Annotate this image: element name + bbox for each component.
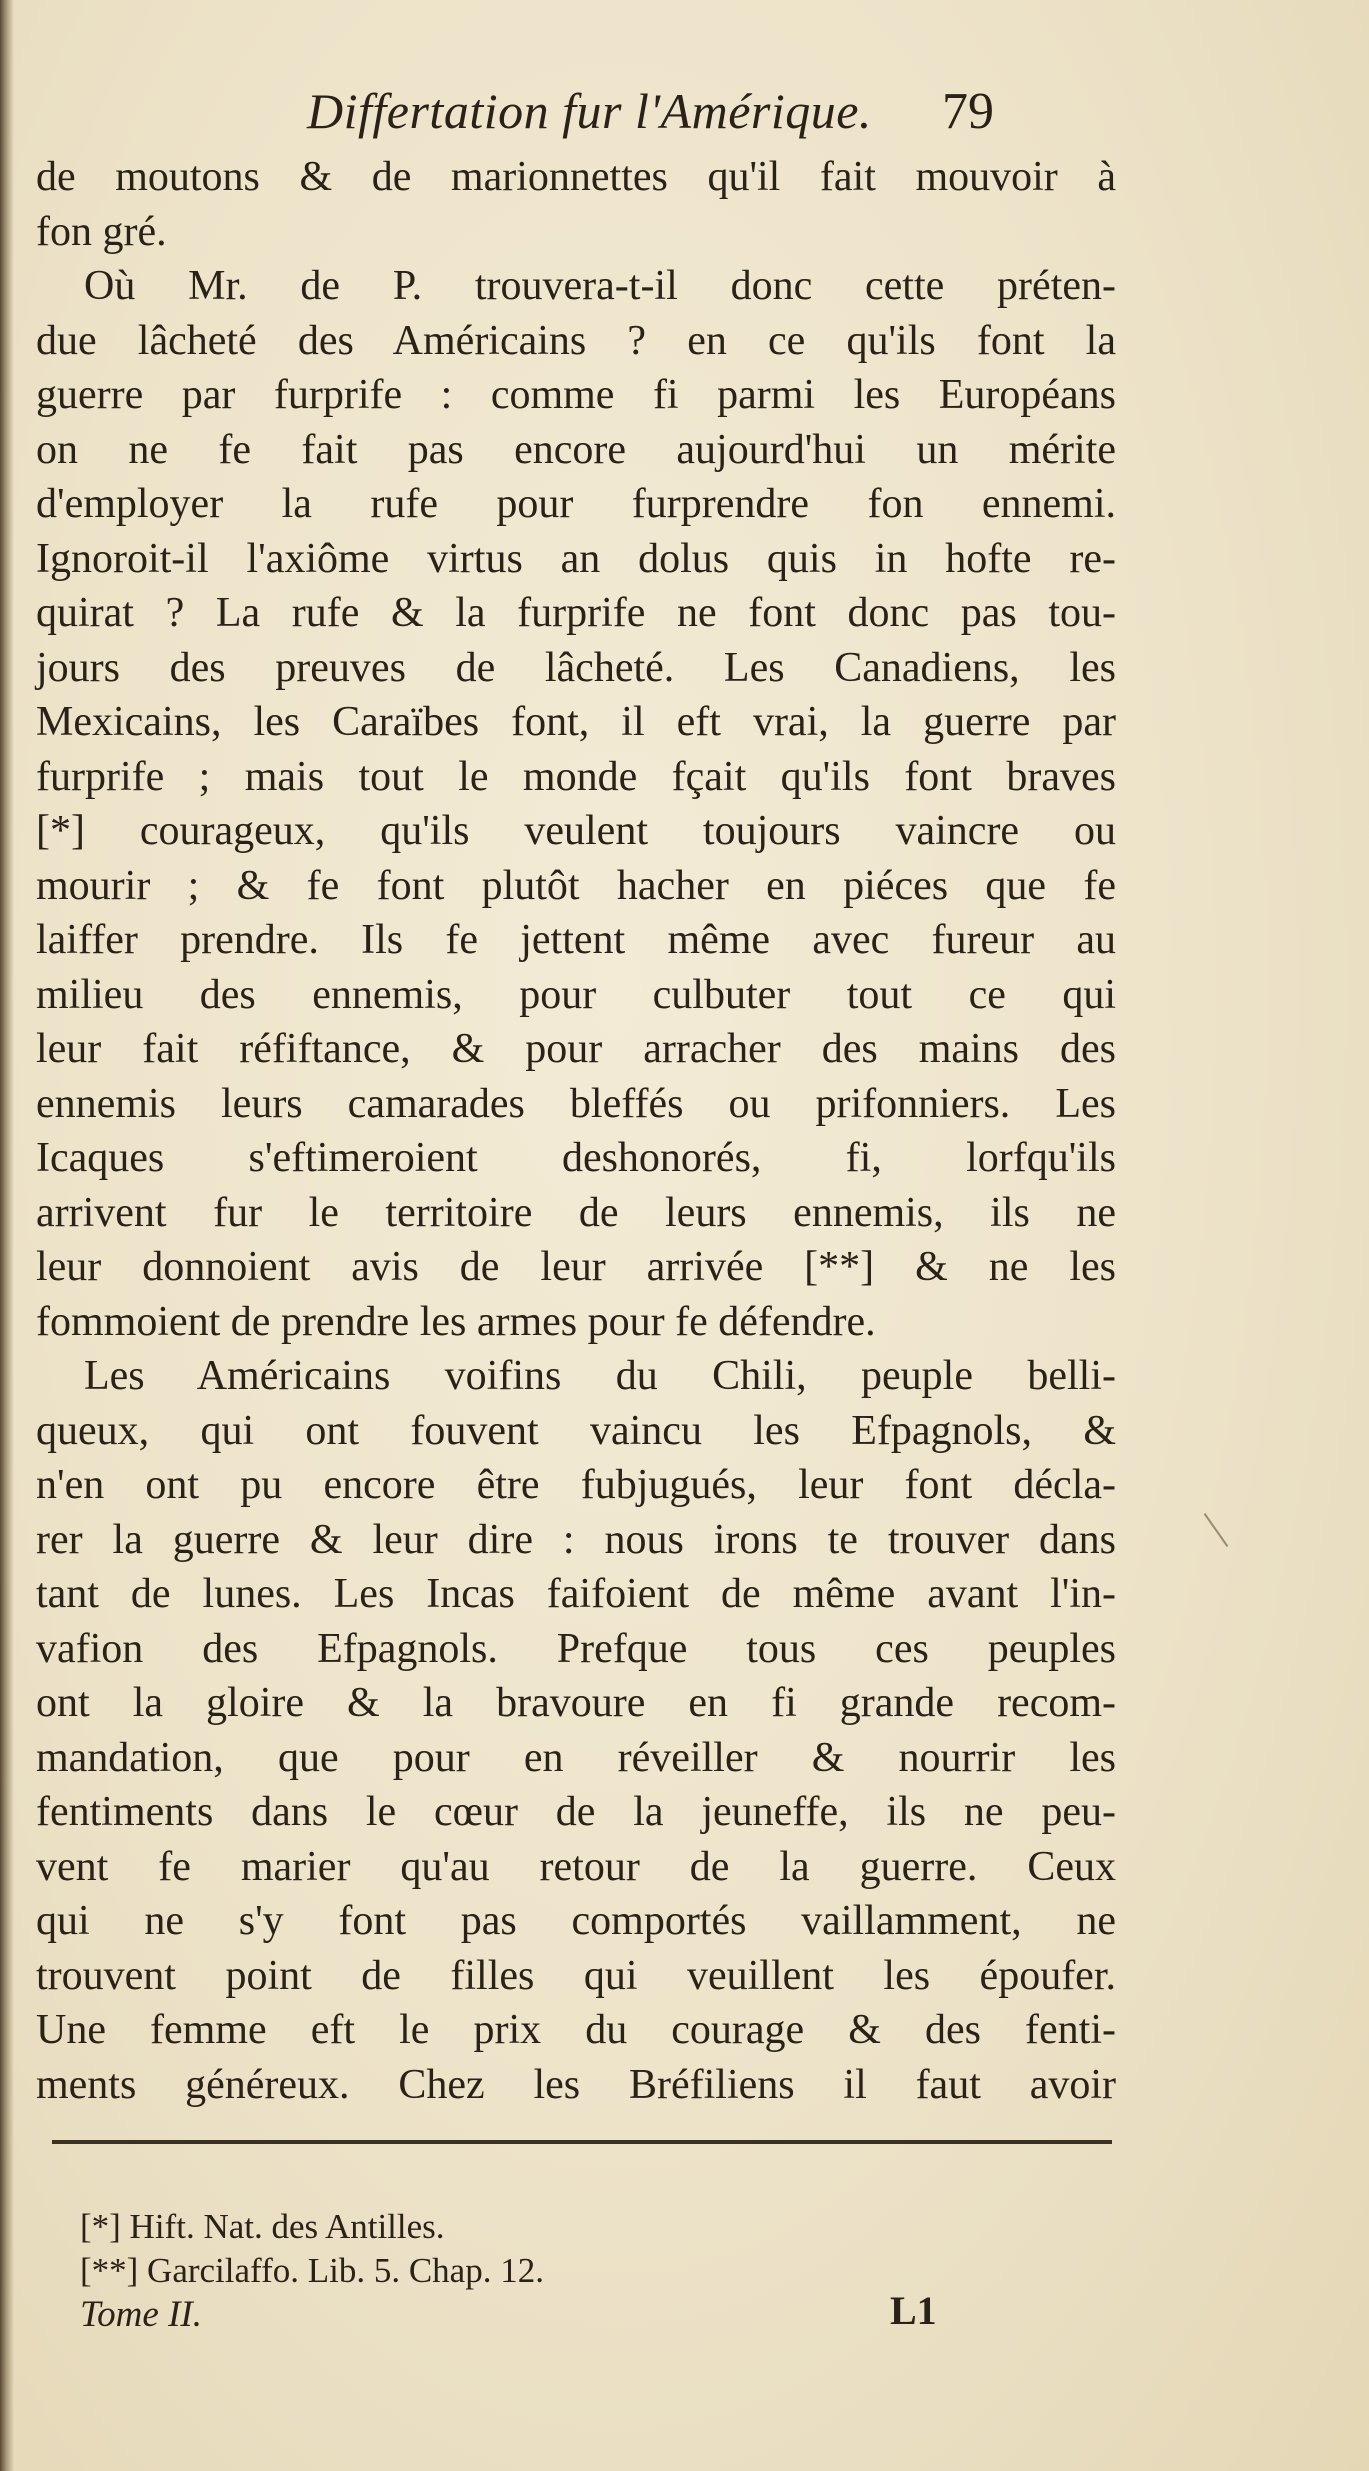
- text-line: guerre par furprife : comme fi parmi les Européans: [36, 372, 1116, 418]
- text-line: leur donnoient avis de leur arrivée [**] & ne les: [36, 1244, 1116, 1290]
- text-line: [*] courageux, qu'ils veulent toujours vaincre ou: [36, 808, 1116, 854]
- footnotes: [80, 2205, 1100, 2339]
- text-line: jours des preuves de lâcheté. Les Canadiens, les: [36, 644, 1116, 691]
- text-line: on ne fe fait pas encore aujourd'hui un mérite: [36, 426, 1116, 473]
- text-line: rer la guerre & leur dire : nous irons te trouver dans: [36, 1516, 1116, 1563]
- text-line: Icaques s'eftimeroient deshonorés, fi, lorfqu'ils: [36, 1135, 1116, 1181]
- text-line: ont la gloire & la bravoure en fi grande recom-: [36, 1680, 1116, 1726]
- running-header: [52, 82, 1052, 150]
- body-text: [36, 150, 1116, 2112]
- text-line: queux, qui ont fouvent vaincu les Efpagnols, &: [36, 1407, 1116, 1454]
- text-line: laiffer prendre. Ils fe jettent même avec fureur au: [36, 917, 1116, 963]
- stray-ink-mark: [1204, 1513, 1229, 1547]
- text-line: arrivent fur le territoire de leurs ennemis, ils ne: [36, 1189, 1116, 1236]
- text-line: de moutons & de marionnettes qu'il fait mouvoir à: [36, 154, 1116, 200]
- text-line: furprife ; mais tout le monde fçait qu'ils font braves: [36, 753, 1116, 800]
- text-line: Mexicains, les Caraïbes font, il eft vrai, la guerre par: [36, 699, 1116, 745]
- text-line: fon gré.: [36, 208, 167, 255]
- running-title: Differtation fur l'Amérique.: [307, 83, 872, 139]
- text-line: fommoient de prendre les armes pour fe défendre.: [36, 1298, 876, 1345]
- text-line: Où Mr. de P. trouvera-t-il donc cette préten-: [84, 263, 1116, 309]
- text-line: qui ne s'y font pas comportés vaillamment, ne: [36, 1898, 1116, 1944]
- text-line: vafion des Efpagnols. Prefque tous ces peuples: [36, 1625, 1116, 1672]
- text-line: leur fait réfiftance, & pour arracher des mains des: [36, 1026, 1116, 1072]
- text-line: vent fe marier qu'au retour de la guerre. Ceux: [36, 1843, 1116, 1890]
- signature-mark-tome: Tome II.: [80, 2294, 202, 2335]
- text-line: tant de lunes. Les Incas faifoient de même avant l'in-: [36, 1571, 1116, 1617]
- text-line: n'en ont pu encore être fubjugués, leur font décla-: [36, 1462, 1116, 1508]
- text-line: d'employer la rufe pour furprendre fon ennemi.: [36, 481, 1116, 527]
- text-line: fentiments dans le cœur de la jeuneffe, ils ne peu-: [36, 1789, 1116, 1835]
- text-line: ennemis leurs camarades bleffés ou prifonniers. Les: [36, 1080, 1116, 1127]
- footnote-rule: [52, 2140, 1112, 2144]
- signature-row: [80, 2288, 1100, 2339]
- signature-letter: L1: [890, 2288, 937, 2333]
- text-line: Ignoroit-il l'axiôme virtus an dolus quis in hofte re-: [36, 535, 1116, 582]
- text-line: ments généreux. Chez les Bréfiliens il faut avoir: [36, 2061, 1116, 2108]
- text-line: quirat ? La rufe & la furprife ne font donc pas tou-: [36, 590, 1116, 636]
- footnote: [**] Garcilaffo. Lib. 5. Chap. 12.: [80, 2251, 544, 2290]
- text-line: mourir ; & fe font plutôt hacher en piéces que fe: [36, 862, 1116, 909]
- page-gutter-shadow: [0, 0, 14, 2471]
- text-line: mandation, que pour en réveiller & nourrir les: [36, 1734, 1116, 1781]
- text-line: Une femme eft le prix du courage & des fenti-: [36, 2007, 1116, 2053]
- footnote: [*] Hift. Nat. des Antilles.: [80, 2207, 445, 2246]
- text-line: due lâcheté des Américains ? en ce qu'ils font la: [36, 317, 1116, 364]
- text-line: Les Américains voifins du Chili, peuple belli-: [84, 1353, 1116, 1399]
- text-line: milieu des ennemis, pour culbuter tout ce qui: [36, 971, 1116, 1018]
- text-line: trouvent point de filles qui veuillent les époufer.: [36, 1952, 1116, 1999]
- page-number: 79: [942, 83, 994, 140]
